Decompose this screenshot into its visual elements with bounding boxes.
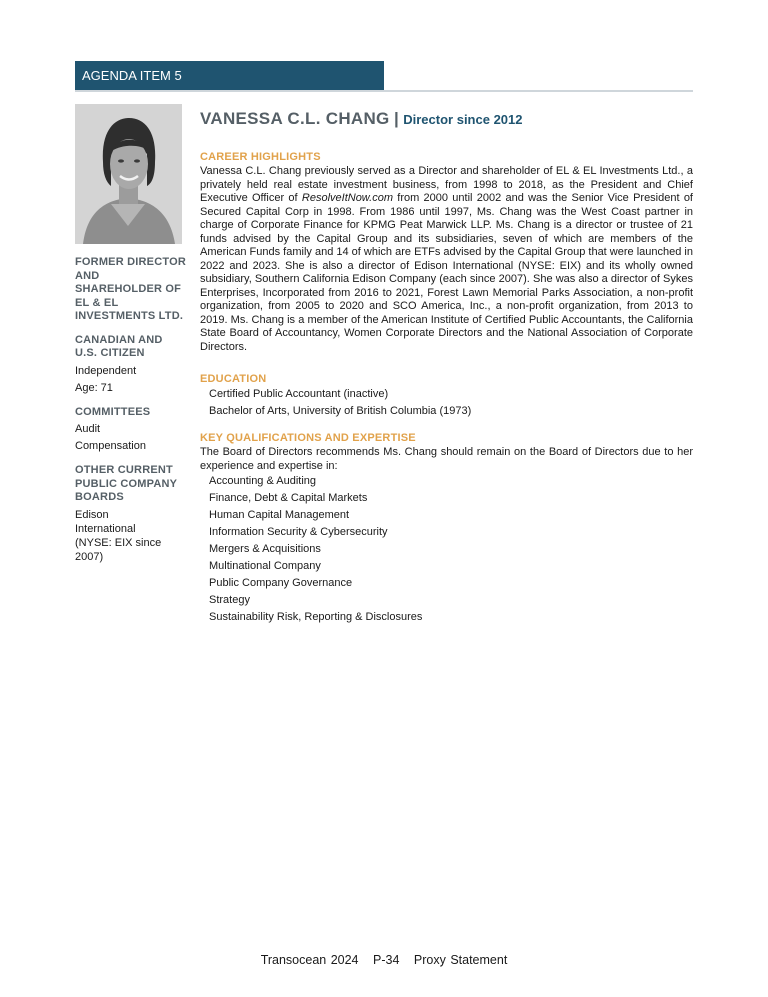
page-footer <box>0 953 768 967</box>
director-profile-main <box>200 108 693 626</box>
qualification-item: Multinational Company <box>209 560 321 572</box>
title-separator: | <box>394 109 399 128</box>
education-item: Bachelor of Arts, University of British Columbia (1973) <box>209 405 472 417</box>
independence-status: Independent <box>75 364 137 377</box>
director-sidebar <box>75 256 187 564</box>
other-boards-text: Edison International (NYSE: EIX since 2007) <box>75 508 162 563</box>
qualification-item: Information Security & Cybersecurity <box>209 526 388 538</box>
career-highlights-text <box>200 165 693 354</box>
former-role-heading: FORMER DIRECTOR AND SHAREHOLDER OF EL & EL INVESTMENTS LTD. <box>75 256 186 322</box>
director-name: VANESSA C.L. CHANG <box>200 109 390 128</box>
director-age: Age: 71 <box>75 381 113 394</box>
qualifications-intro: The Board of Directors recommends Ms. Chang should remain on the Board of Directors due to her experience and expertise in: <box>200 446 693 472</box>
committee-item: Audit <box>75 423 101 435</box>
header-divider <box>75 90 693 92</box>
career-text-part: from 2000 until 2002 and was the Senior Vice President of Secured Capital Corp in 1998. From 1986 until 1997, Ms. Chang was the West Coast partner in charge of Corporate Finance for KPMG Peat Marwick LLP. Ms. Chang is a director or trustee of 21 funds advised by the Capital Group and its subsidiaries, seven of which are members of the American Funds family and 14 of which are ETFs advised by the Capital Group that were launched in 2022 and 2023. She is also a director of Edison International (NYSE: EIX) and its wholly owned subsidiary, Southern California Edison Company (each since 2007). She was also a director of Sykes Enterprises, Incorporated from 2016 to 2021, Forest Lawn Memorial Parks Association, a non-profit organization, from 2005 to 2020 and SCO America, Inc., a non-profit organization, from 2013 to 2019. Ms. Chang is a member of the American Institute of Certified Public Accountants, the California State Board of Accountancy, Women Corporate Directors and the National Association of Corporate Directors. <box>200 192 693 353</box>
qualification-item: Sustainability Risk, Reporting & Disclosures <box>209 611 423 623</box>
footer-document-title: Proxy Statement <box>413 953 508 967</box>
qualification-item: Human Capital Management <box>209 509 350 521</box>
portrait-illustration <box>75 104 182 244</box>
other-boards-heading: OTHER CURRENT PUBLIC COMPANY BOARDS <box>75 464 178 503</box>
qualification-item: Public Company Governance <box>209 577 353 589</box>
footer-page-number: P-34 <box>373 953 400 967</box>
footer-company: Transocean 2024 <box>260 953 359 967</box>
director-title-line <box>200 108 693 131</box>
education-item: Certified Public Accountant (inactive) <box>209 388 389 400</box>
committees-heading: COMMITTEES <box>75 405 151 418</box>
agenda-item-label: AGENDA ITEM 5 <box>82 68 182 83</box>
committee-item: Compensation <box>75 440 146 452</box>
qualification-item: Strategy <box>209 594 250 606</box>
career-highlights-heading: CAREER HIGHLIGHTS <box>200 151 321 163</box>
citizenship-heading: CANADIAN AND U.S. CITIZEN <box>75 333 163 359</box>
career-text-part: Vanessa C.L. Chang previously served as a Director and shareholder of EL & EL Investments Ltd., a privately held real estate investment business, from 1998 to 2018, as the President and Chief Executive Officer of <box>200 165 693 204</box>
qualification-item: Mergers & Acquisitions <box>209 543 321 555</box>
career-text-company: ResolveItNow.com <box>301 192 393 204</box>
qualification-item: Accounting & Auditing <box>209 475 317 487</box>
education-heading: EDUCATION <box>200 373 267 385</box>
qualifications-heading: KEY QUALIFICATIONS AND EXPERTISE <box>200 432 416 444</box>
director-portrait-photo <box>75 104 182 244</box>
agenda-item-banner <box>75 61 384 90</box>
director-since: Director since 2012 <box>403 112 523 127</box>
qualification-item: Finance, Debt & Capital Markets <box>209 492 368 504</box>
